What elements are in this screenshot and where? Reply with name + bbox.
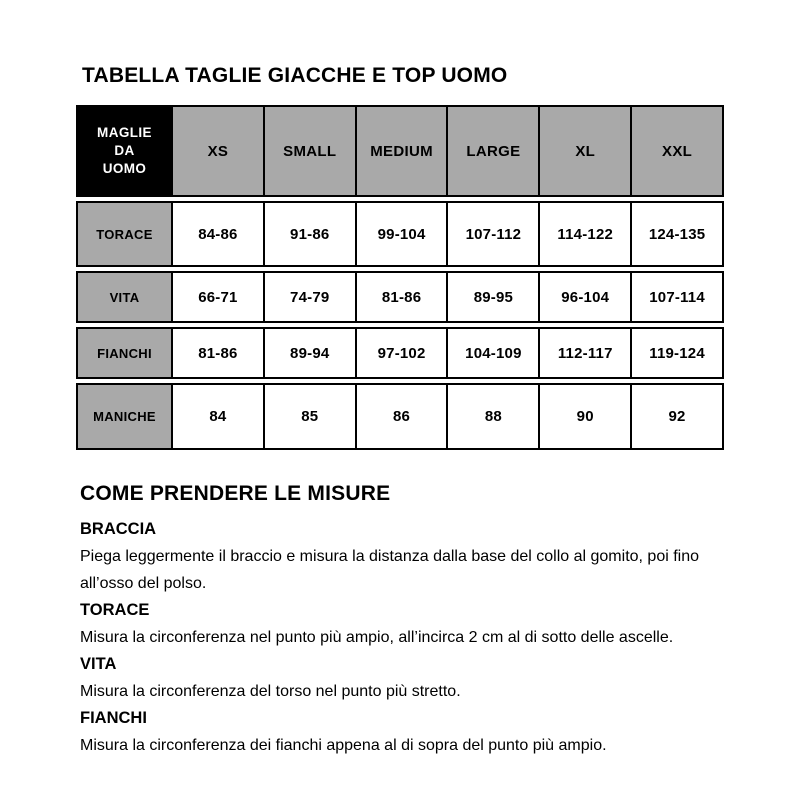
table-row-fianchi: [76, 327, 724, 379]
table-header-row: [76, 105, 724, 197]
column-header-small: SMALL: [263, 105, 357, 197]
table-cell: 81-86: [171, 327, 265, 379]
column-header-large: LARGE: [446, 105, 540, 197]
table-row-torace: [76, 201, 724, 267]
corner-cell-label: MAGLIE DA UOMO: [97, 125, 152, 176]
table-cell: 114-122: [538, 201, 632, 267]
table-cell: 90: [538, 383, 632, 450]
table-cell: 97-102: [355, 327, 449, 379]
size-table: [76, 105, 724, 450]
table-cell: 92: [630, 383, 724, 450]
table-cell: 119-124: [630, 327, 724, 379]
measure-desc-vita: Misura la circonferenza del torso nel punto più stretto.: [80, 683, 461, 700]
measure-term-vita: VITA: [80, 655, 117, 673]
table-cell: 84-86: [171, 201, 265, 267]
row-label-fianchi: FIANCHI: [76, 327, 173, 379]
table-cell: 112-117: [538, 327, 632, 379]
table-cell: 84: [171, 383, 265, 450]
table-cell: 74-79: [263, 271, 357, 323]
table-cell: 66-71: [171, 271, 265, 323]
table-cell: 104-109: [446, 327, 540, 379]
how-to-measure-heading: COME PRENDERE LE MISURE: [80, 482, 391, 505]
page-title: TABELLA TAGLIE GIACCHE E TOP UOMO: [82, 64, 508, 87]
row-label-torace: TORACE: [76, 201, 173, 267]
column-header-xs: XS: [171, 105, 265, 197]
measure-term-fianchi: FIANCHI: [80, 709, 147, 727]
table-cell: 91-86: [263, 201, 357, 267]
table-cell: 88: [446, 383, 540, 450]
row-label-maniche: MANICHE: [76, 383, 173, 450]
measure-term-torace: TORACE: [80, 601, 150, 619]
column-header-xxl: XXL: [630, 105, 724, 197]
table-cell: 107-112: [446, 201, 540, 267]
table-cell: 85: [263, 383, 357, 450]
column-header-medium: MEDIUM: [355, 105, 449, 197]
row-label-vita: VITA: [76, 271, 173, 323]
table-cell: 86: [355, 383, 449, 450]
measure-desc-torace: Misura la circonferenza nel punto più ampio, all’incirca 2 cm al di sotto delle ascelle.: [80, 629, 674, 646]
table-cell: 124-135: [630, 201, 724, 267]
table-cell: 89-94: [263, 327, 357, 379]
table-cell: 89-95: [446, 271, 540, 323]
table-cell: 81-86: [355, 271, 449, 323]
table-cell: 99-104: [355, 201, 449, 267]
how-to-measure-section: [80, 482, 738, 759]
measure-desc-braccia: Piega leggermente il braccio e misura la distanza dalla base del collo al gomito, poi fino all’osso del polso.: [80, 548, 700, 592]
table-row-vita: [76, 271, 724, 323]
column-header-xl: XL: [538, 105, 632, 197]
table-cell: 107-114: [630, 271, 724, 323]
corner-cell-maglie-da-uomo: [76, 105, 173, 197]
table-row-maniche: [76, 383, 724, 450]
measure-desc-fianchi: Misura la circonferenza dei fianchi appena al di sopra del punto più ampio.: [80, 737, 607, 754]
table-cell: 96-104: [538, 271, 632, 323]
measure-term-braccia: BRACCIA: [80, 520, 157, 538]
